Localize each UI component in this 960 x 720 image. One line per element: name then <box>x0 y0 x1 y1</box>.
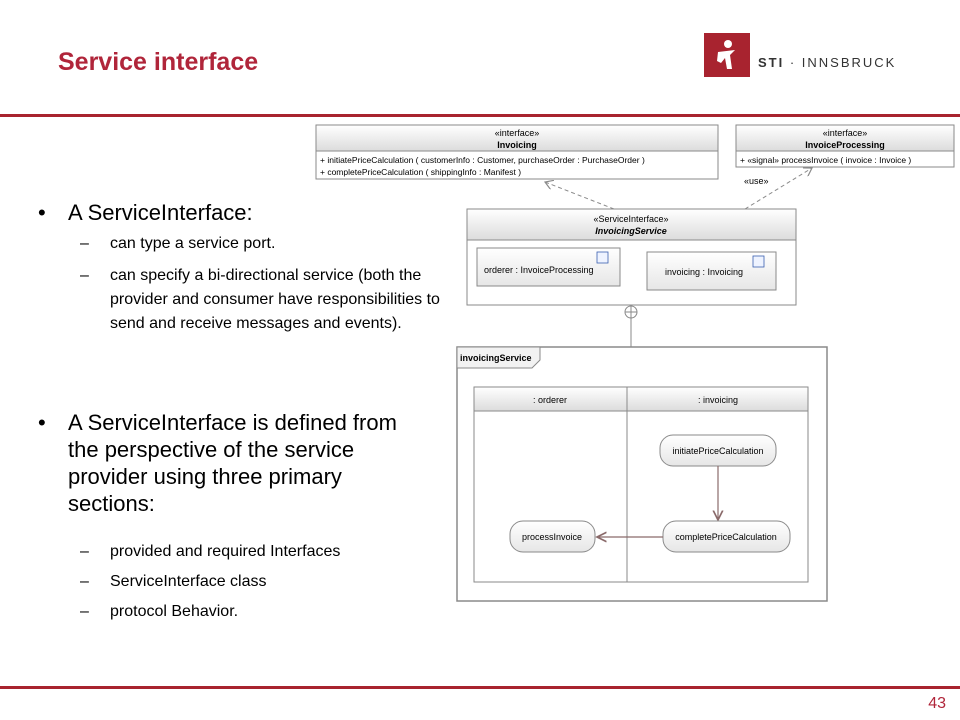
action-node-label: initiatePriceCalculation <box>672 446 764 456</box>
part-icon <box>753 256 764 267</box>
activity-name: invoicingService <box>460 353 532 363</box>
use-label: «use» <box>744 176 769 186</box>
bullet-marker: • <box>38 200 46 225</box>
bullet-marker: • <box>38 410 46 435</box>
sub-bullet-text: can specify a bi-directional service (both the provider and consumer have responsibilities to send and receive messages and events). <box>110 267 440 332</box>
invoicing-part-label: invoicing : Invoicing <box>665 267 744 277</box>
sub-bullet-marker: – <box>80 267 89 284</box>
invoicing-stereotype: «interface» <box>494 128 540 138</box>
lane-orderer: : orderer <box>532 395 568 405</box>
service-interface-name: InvoicingService <box>595 226 667 236</box>
sub-bullet-text: can type a service port. <box>110 235 276 252</box>
sub-bullet-text: ServiceInterface class <box>110 573 267 590</box>
invoiceprocessing-stereotype: «interface» <box>822 128 868 138</box>
invoiceprocessing-interface-box <box>736 125 954 167</box>
sub-bullet-text: provided and required Interfaces <box>110 543 341 560</box>
invoiceprocessing-name: InvoiceProcessing <box>805 140 885 150</box>
use-arrow <box>745 168 812 209</box>
lane-invoicing: : invoicing <box>697 395 739 405</box>
bullet-text: A ServiceInterface is defined from the perspective of the service provider using three primary sections: <box>68 410 397 516</box>
action-node-label: processInvoice <box>521 532 583 542</box>
sub-bullet-text: protocol Behavior. <box>110 603 239 620</box>
sub-bullet-marker: – <box>80 543 89 560</box>
slide-title: Service interface <box>58 48 259 76</box>
invoicing-op: + completePriceCalculation ( shippingInfo : Manifest ) <box>320 167 522 177</box>
action-node-label: completePriceCalculation <box>675 532 777 542</box>
invoicing-interface-box <box>316 125 718 179</box>
sub-bullet-marker: – <box>80 603 89 620</box>
bullet-text: A ServiceInterface: <box>68 200 253 225</box>
realization-arrow <box>545 182 614 209</box>
invoiceprocessing-op: + «signal» processInvoice ( invoice : Invoice ) <box>740 155 912 165</box>
service-interface-box <box>467 209 796 305</box>
invoicing-op: + initiatePriceCalculation ( customerInfo : Customer, purchaseOrder : PurchaseOrder ) <box>320 155 645 165</box>
sub-bullet-marker: – <box>80 235 89 252</box>
orderer-part-label: orderer : InvoiceProcessing <box>484 265 594 275</box>
sub-bullet-marker: – <box>80 573 89 590</box>
service-interface-stereotype: «ServiceInterface» <box>593 214 669 224</box>
footer-rule <box>0 686 960 689</box>
activity-frame <box>457 347 827 601</box>
invoicing-name: Invoicing <box>497 140 537 150</box>
sti-logo-text: STI · INNSBRUCK <box>758 55 897 70</box>
page-number: 43 <box>928 695 946 712</box>
part-icon <box>597 252 608 263</box>
